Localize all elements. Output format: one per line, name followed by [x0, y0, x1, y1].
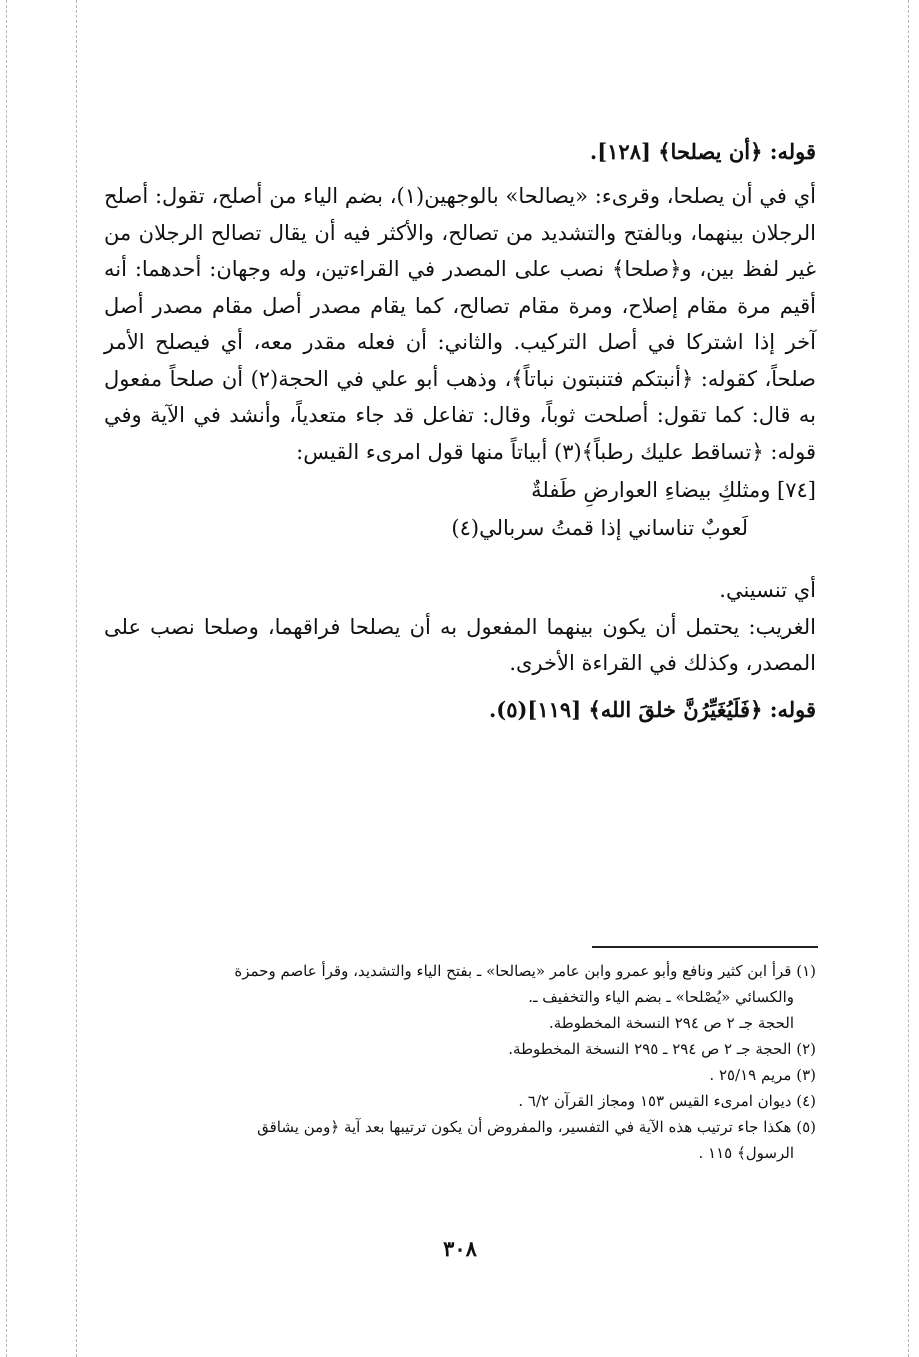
page-number: ٣٠٨ [443, 1236, 477, 1261]
footnotes [104, 958, 816, 1166]
left-scan-border-inner [76, 0, 77, 1357]
poem-line-second: لَعوبٌ تناساني إذا قمتُ سربالي(٤) [451, 516, 748, 540]
page-body [104, 132, 816, 736]
poem-verse-74 [104, 478, 816, 566]
verse-heading-119: قوله: ﴿فَلَيُغَيِّرُنَّ خلقَ الله﴾ [١١٩](٥). [488, 696, 816, 722]
footnote-separator [592, 946, 818, 948]
footnote-5-cont: الرسول﴾ ١١٥ . [698, 1144, 794, 1162]
footnote-3: (٣) مريم ٢٥/١٩ . [709, 1066, 816, 1084]
right-scan-border [908, 0, 909, 1357]
left-scan-border [6, 0, 7, 1357]
footnote-1-source: الحجة جـ ٢ ص ٢٩٤ النسخة المخطوطة. [548, 1014, 794, 1032]
footnote-5: (٥) هكذا جاء ترتيب هذه الآية في التفسير، والمفروض أن يكون ترتيبها بعد آية ﴿ومن يشاقق [257, 1118, 816, 1136]
poem-line-first: [٧٤] ومثلكِ بيضاءِ العوارضِ طَفلةٌ [531, 478, 816, 502]
footnote-1-cont: والكسائي «يُصْلحا» ـ بضم الياء والتخفيف ـ. [528, 988, 794, 1006]
footnote-2: (٢) الحجة جـ ٢ ص ٢٩٤ ـ ٢٩٥ النسخة المخطوطة. [508, 1040, 816, 1058]
commentary-paragraph: أي في أن يصلحا، وقرىء: «يصالحا» بالوجهين(١)، بضم الياء من أصلح، تقول: أصلح الرجلان بينهما، وبالفتح والتشديد من تصالح، والأكثر فيه أن يقال تصالح الرجلان من غير لفظ بين، و﴿صلحا﴾ نصب على المصدر في القراءتين، وله وجهان: أحدهما: أنه أقيم مرة مقام إصلاح، ومرة مقام تصالح، كما يقام مصدر أصل مقام مصدر أصل آخر إذا اشتركا في أصل التركيب. والثاني: أن فعله مقدر معه، أي فيصلح الأمر صلحاً، كقوله: ﴿أنبتكم فتنبتون نباتاً﴾، وذهب أبو علي في الحجة(٢) أن صلحاً مفعول به قال: كما تقول: أصلحت ثوباً، وقال: تفاعل قد جاء متعدياً، وأنشد في الآية وفي قوله: ﴿تساقط عليك رطباً﴾(٣) أبياتاً منها قول امرىء القيس: [104, 184, 817, 464]
footnote-4: (٤) ديوان امرىء القيس ١٥٣ ومجاز القرآن ٦/٢ . [518, 1092, 816, 1110]
poem-gloss: أي تنسيني. [719, 578, 816, 602]
footnote-1: (١) قرأ ابن كثير ونافع وأبو عمرو وابن عامر «يصالحا» ـ بفتح الياء والتشديد، وقرأ عاصم وحمزة [234, 962, 816, 980]
gharib-paragraph: الغريب: يحتمل أن يكون بينهما المفعول به أن يصلحا فراقهما، وصلحا نصب على المصدر، وكذلك في القراءة الأخرى. [104, 614, 816, 675]
verse-heading-128: قوله: ﴿أن يصلحا﴾ [١٢٨]. [589, 139, 816, 164]
